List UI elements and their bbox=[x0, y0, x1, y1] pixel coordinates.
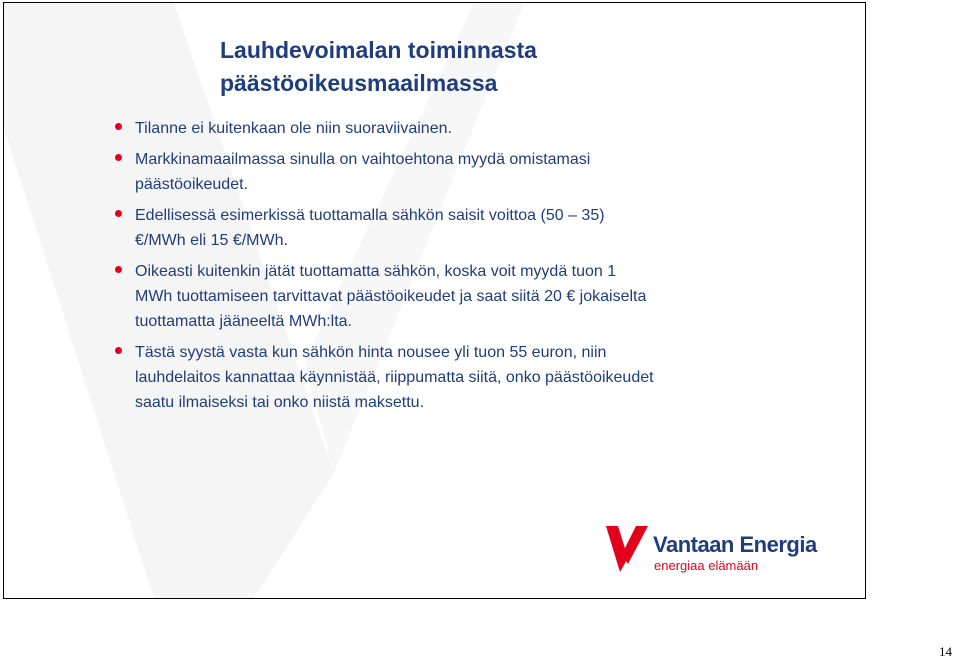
bullet-dot-icon bbox=[115, 210, 122, 217]
slide-title bbox=[220, 34, 820, 100]
bullet-text-line: Tästä syystä vasta kun sähkön hinta nousee yli tuon 55 euron, niin bbox=[135, 344, 607, 361]
bullet-dot-icon bbox=[115, 266, 122, 273]
bullet-text-line: Markkinamaailmassa sinulla on vaihtoehtona myydä omistamasi bbox=[135, 151, 591, 168]
page-number: 14 bbox=[939, 644, 952, 659]
title-line-2: päästöoikeusmaailmassa bbox=[220, 70, 498, 96]
logo-tagline: energiaa elämään bbox=[654, 558, 759, 573]
title-line-1: Lauhdevoimalan toiminnasta bbox=[220, 37, 537, 63]
bullet-dot-icon bbox=[115, 123, 122, 130]
bullet-item bbox=[114, 259, 764, 334]
bullet-text-line: MWh tuottamiseen tarvittavat päästöoikeudet ja saat siitä 20 € jokaiselta bbox=[135, 288, 647, 305]
bullet-text-line: lauhdelaitos kannattaa käynnistää, riippumatta siitä, onko päästöoikeudet bbox=[135, 369, 654, 386]
bullet-text-line: Tilanne ei kuitenkaan ole niin suoraviivainen. bbox=[135, 120, 452, 137]
bullet-text-line: tuottamatta jääneeltä MWh:lta. bbox=[135, 313, 352, 330]
logo-company-name: Vantaan Energia bbox=[653, 532, 817, 557]
bullet-dot-icon bbox=[115, 347, 122, 354]
bullet-dot-icon bbox=[115, 154, 122, 161]
bullet-item bbox=[114, 340, 764, 415]
bullet-text-line: saatu ilmaiseksi tai onko niistä maksettu. bbox=[135, 394, 425, 411]
bullet-text-line: päästöoikeudet. bbox=[135, 176, 248, 193]
bullet-item bbox=[114, 116, 764, 141]
bullet-list bbox=[114, 116, 764, 421]
bullet-item bbox=[114, 203, 764, 253]
bullet-text-line: Edellisessä esimerkissä tuottamalla sähkön saisit voittoa (50 – 35) bbox=[135, 207, 605, 224]
bullet-item bbox=[114, 147, 764, 197]
bullet-text-line: €/MWh eli 15 €/MWh. bbox=[135, 232, 288, 249]
vantaan-energia-logo bbox=[606, 521, 826, 581]
bullet-text-line: Oikeasti kuitenkin jätät tuottamatta sähkön, koska voit myydä tuon 1 bbox=[135, 263, 617, 280]
v-logo-icon bbox=[606, 524, 650, 574]
slide bbox=[3, 2, 866, 599]
